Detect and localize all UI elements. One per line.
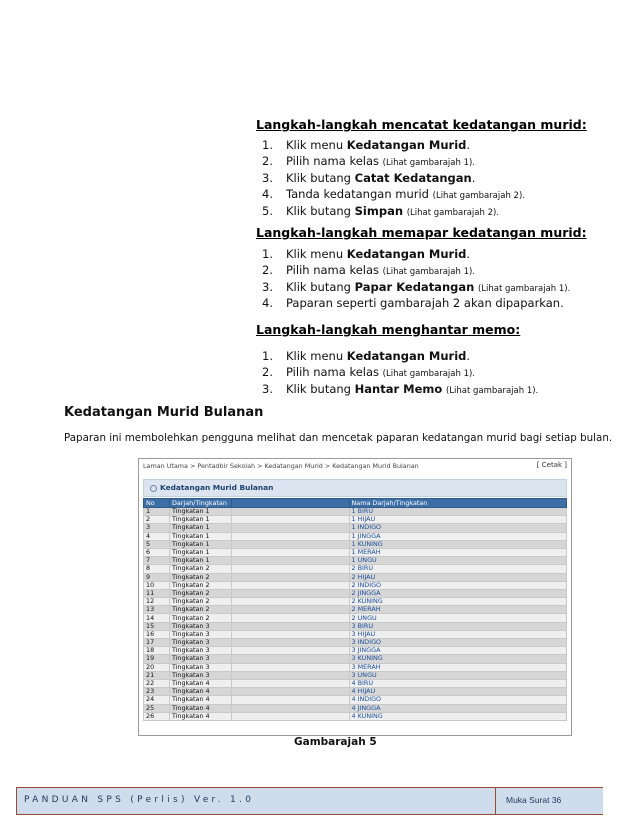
cell-no: 8 (144, 565, 170, 573)
cell-darjah: Tingkatan 2 (169, 598, 231, 606)
step-number: 4. (262, 187, 273, 202)
cell-darjah: Tingkatan 2 (169, 614, 231, 622)
step-keyword: Kedatangan Murid (346, 138, 467, 152)
step-text: Pilih nama kelas (286, 154, 383, 169)
cell-nama-link[interactable]: 1 UNGU (349, 557, 566, 565)
page-heading: Kedatangan Murid Bulanan (64, 405, 264, 420)
cell-darjah: Tingkatan 4 (169, 696, 231, 704)
step-reference: (Lihat gambarajah 2). (406, 207, 500, 218)
cell-nama-link[interactable]: 3 BIRU (349, 622, 566, 630)
step-keyword: Kedatangan Murid (346, 349, 467, 363)
cell-blank (231, 548, 349, 556)
cell-no: 24 (144, 696, 170, 704)
cell-nama-link[interactable]: 1 JINGGA (349, 532, 566, 540)
step-item (262, 170, 525, 186)
cell-nama-link[interactable]: 3 MERAH (349, 663, 566, 671)
step-reference: (Lihat gambarajah 1). (382, 158, 475, 169)
cell-darjah: Tingkatan 3 (169, 655, 231, 663)
cell-no: 15 (144, 622, 170, 630)
step-item (262, 203, 525, 219)
page-description: Paparan ini membolehkan pengguna melihat dan mencetak paparan kedatangan murid bagi setiap bulan. (64, 432, 613, 444)
cell-blank (231, 663, 349, 671)
steps-list-mencatat (262, 137, 525, 219)
step-item (262, 186, 525, 202)
step-text: Pilih nama kelas (286, 365, 383, 380)
step-item (262, 348, 538, 364)
cell-nama-link[interactable]: 4 JINGGA (349, 704, 566, 712)
cell-darjah: Tingkatan 4 (169, 704, 231, 712)
cell-no: 17 (144, 639, 170, 647)
cell-no: 20 (144, 663, 170, 671)
cell-blank (231, 679, 349, 687)
footer-page-box (495, 788, 603, 814)
print-link[interactable]: [ Cetak ] (536, 461, 567, 469)
cell-darjah: Tingkatan 1 (169, 540, 231, 548)
cell-nama-link[interactable]: 3 UNGU (349, 671, 566, 679)
cell-blank (231, 688, 349, 696)
cell-blank (231, 622, 349, 630)
cell-blank (231, 704, 349, 712)
cell-nama-link[interactable]: 4 HIJAU (349, 688, 566, 696)
step-text: Klik menu (286, 138, 347, 152)
cell-nama-link[interactable]: 4 INDIGO (349, 696, 566, 704)
step-keyword: Catat Kedatangan (354, 170, 472, 185)
cell-darjah: Tingkatan 2 (169, 565, 231, 573)
step-text: Klik menu (286, 247, 347, 261)
cell-darjah: Tingkatan 4 (169, 712, 231, 720)
table-row (144, 565, 567, 573)
cell-darjah: Tingkatan 2 (169, 606, 231, 614)
column-header-nama: Nama Darjah/Tingkatan (349, 499, 566, 508)
cell-nama-link[interactable]: 1 HIJAU (349, 516, 566, 524)
cell-nama-link[interactable]: 2 JINGGA (349, 589, 566, 597)
cell-blank (231, 565, 349, 573)
table-row (144, 524, 567, 532)
cell-darjah: Tingkatan 4 (169, 679, 231, 687)
table-row (144, 696, 567, 704)
cell-no: 25 (144, 704, 170, 712)
step-text: . (471, 170, 476, 185)
step-number: 3. (262, 279, 273, 294)
cell-no: 23 (144, 688, 170, 696)
cell-blank (231, 508, 349, 516)
cell-blank (231, 696, 349, 704)
cell-darjah: Tingkatan 3 (169, 663, 231, 671)
cell-blank (231, 557, 349, 565)
cell-no: 21 (144, 671, 170, 679)
breadcrumb[interactable]: Laman Utama > Pentadbir Sekolah > Kedatangan Murid > Kedatangan Murid Bulanan (143, 462, 419, 470)
step-reference: (Lihat gambarajah 1). (477, 283, 571, 294)
page-footer (16, 787, 603, 815)
cell-no: 5 (144, 540, 170, 548)
cell-darjah: Tingkatan 2 (169, 573, 231, 581)
cell-blank (231, 524, 349, 532)
cell-no: 14 (144, 614, 170, 622)
step-item (262, 137, 525, 153)
step-text: . (466, 138, 471, 152)
cell-nama-link[interactable]: 4 KUNING (349, 712, 566, 720)
step-number: 1. (262, 138, 273, 152)
cell-nama-link[interactable]: 2 BIRU (349, 565, 566, 573)
step-number: 5. (262, 203, 273, 218)
cell-no: 6 (144, 548, 170, 556)
cell-blank (231, 581, 349, 589)
step-reference: (Lihat gambarajah 2). (432, 191, 525, 202)
table-row (144, 573, 567, 581)
step-number: 2. (262, 154, 273, 169)
figure-screenshot (138, 458, 572, 736)
cell-nama-link[interactable]: 3 KUNING (349, 655, 566, 663)
cell-darjah: Tingkatan 1 (169, 532, 231, 540)
bullet-icon (150, 485, 157, 492)
cell-no: 1 (144, 508, 170, 516)
table-row (144, 614, 567, 622)
cell-darjah: Tingkatan 4 (169, 688, 231, 696)
cell-no: 26 (144, 712, 170, 720)
table-row (144, 606, 567, 614)
step-reference: (Lihat gambarajah 1). (382, 267, 475, 278)
step-number: 3. (262, 170, 273, 185)
cell-no: 11 (144, 589, 170, 597)
step-keyword: Hantar Memo (354, 381, 443, 396)
cell-nama-link[interactable]: 1 BIRU (349, 508, 566, 516)
class-table (143, 498, 567, 721)
section-title-memo: Langkah-langkah menghantar memo: (256, 322, 521, 337)
cell-no: 22 (144, 679, 170, 687)
cell-darjah: Tingkatan 2 (169, 581, 231, 589)
table-row (144, 655, 567, 663)
cell-darjah: Tingkatan 1 (169, 508, 231, 516)
step-text: Klik butang (286, 279, 355, 294)
cell-no: 7 (144, 557, 170, 565)
section-title-memapar: Langkah-langkah memapar kedatangan murid: (256, 225, 587, 240)
steps-list-memo (262, 348, 538, 397)
step-item (262, 279, 570, 295)
steps-list-memapar (262, 246, 570, 312)
step-reference: (Lihat gambarajah 1). (382, 369, 475, 380)
cell-blank (231, 630, 349, 638)
cell-darjah: Tingkatan 3 (169, 639, 231, 647)
cell-blank (231, 647, 349, 655)
column-header-no: No (144, 499, 170, 508)
cell-no: 9 (144, 573, 170, 581)
cell-blank (231, 540, 349, 548)
cell-nama-link[interactable]: 2 UNGU (349, 614, 566, 622)
step-text: Klik butang (286, 203, 355, 218)
step-item (262, 364, 538, 380)
cell-blank (231, 573, 349, 581)
step-text: . (466, 349, 471, 363)
cell-blank (231, 589, 349, 597)
step-number: 3. (262, 381, 273, 396)
step-reference: (Lihat gambarajah 1). (445, 385, 539, 396)
cell-blank (231, 516, 349, 524)
step-number: 2. (262, 365, 273, 380)
figure-caption: Gambarajah 5 (294, 736, 377, 748)
step-text: Tanda kedatangan murid (286, 187, 433, 202)
cell-blank (231, 639, 349, 647)
page-number: Muka Surat 36 (506, 795, 562, 805)
cell-no: 2 (144, 516, 170, 524)
cell-nama-link[interactable]: 2 KUNING (349, 598, 566, 606)
cell-nama-link[interactable]: 3 HIJAU (349, 630, 566, 638)
step-item (262, 153, 525, 169)
table-row (144, 712, 567, 720)
cell-nama-link[interactable]: 2 HIJAU (349, 573, 566, 581)
cell-blank (231, 606, 349, 614)
cell-no: 12 (144, 598, 170, 606)
step-text: Pilih nama kelas (286, 263, 383, 278)
cell-blank (231, 532, 349, 540)
column-header-darjah: Darjah/Tingkatan (169, 499, 231, 508)
table-row (144, 704, 567, 712)
cell-no: 3 (144, 524, 170, 532)
cell-no: 18 (144, 647, 170, 655)
step-item (262, 295, 570, 311)
cell-darjah: Tingkatan 3 (169, 630, 231, 638)
cell-no: 10 (144, 581, 170, 589)
step-keyword: Kedatangan Murid (346, 247, 467, 261)
step-number: 4. (262, 296, 273, 311)
step-text: Paparan seperti gambarajah 2 akan dipaparkan. (286, 296, 564, 311)
cell-nama-link[interactable]: 2 MERAH (349, 606, 566, 614)
cell-darjah: Tingkatan 3 (169, 647, 231, 655)
cell-darjah: Tingkatan 1 (169, 557, 231, 565)
cell-blank (231, 598, 349, 606)
cell-darjah: Tingkatan 1 (169, 548, 231, 556)
step-text: . (466, 247, 471, 261)
cell-blank (231, 712, 349, 720)
step-number: 1. (262, 247, 273, 261)
step-text: Klik butang (286, 170, 355, 185)
cell-darjah: Tingkatan 3 (169, 622, 231, 630)
step-number: 1. (262, 349, 273, 363)
panel-header (143, 479, 567, 497)
cell-nama-link[interactable]: 2 INDIGO (349, 581, 566, 589)
table-body (144, 508, 567, 721)
section-title-mencatat: Langkah-langkah mencatat kedatangan murid: (256, 117, 587, 132)
step-text: Klik butang (286, 381, 355, 396)
cell-no: 19 (144, 655, 170, 663)
cell-blank (231, 614, 349, 622)
cell-no: 16 (144, 630, 170, 638)
column-header-blank (231, 499, 349, 508)
cell-nama-link[interactable]: 4 BIRU (349, 679, 566, 687)
cell-darjah: Tingkatan 1 (169, 516, 231, 524)
step-item (262, 262, 570, 278)
cell-blank (231, 671, 349, 679)
cell-darjah: Tingkatan 3 (169, 671, 231, 679)
step-number: 2. (262, 263, 273, 278)
footer-title: PANDUAN SPS (Perlis) Ver. 1.0 (24, 795, 255, 805)
step-keyword: Simpan (354, 203, 404, 218)
cell-no: 4 (144, 532, 170, 540)
cell-nama-link[interactable]: 1 INDIGO (349, 524, 566, 532)
step-keyword: Papar Kedatangan (354, 279, 475, 294)
cell-nama-link[interactable]: 3 INDIGO (349, 639, 566, 647)
step-item (262, 381, 538, 397)
cell-nama-link[interactable]: 1 KUNING (349, 540, 566, 548)
cell-nama-link[interactable]: 1 MERAH (349, 548, 566, 556)
step-item (262, 246, 570, 262)
panel-title: Kedatangan Murid Bulanan (160, 483, 274, 492)
cell-nama-link[interactable]: 3 JINGGA (349, 647, 566, 655)
cell-blank (231, 655, 349, 663)
step-text: Klik menu (286, 349, 347, 363)
cell-darjah: Tingkatan 2 (169, 589, 231, 597)
cell-darjah: Tingkatan 1 (169, 524, 231, 532)
cell-no: 13 (144, 606, 170, 614)
